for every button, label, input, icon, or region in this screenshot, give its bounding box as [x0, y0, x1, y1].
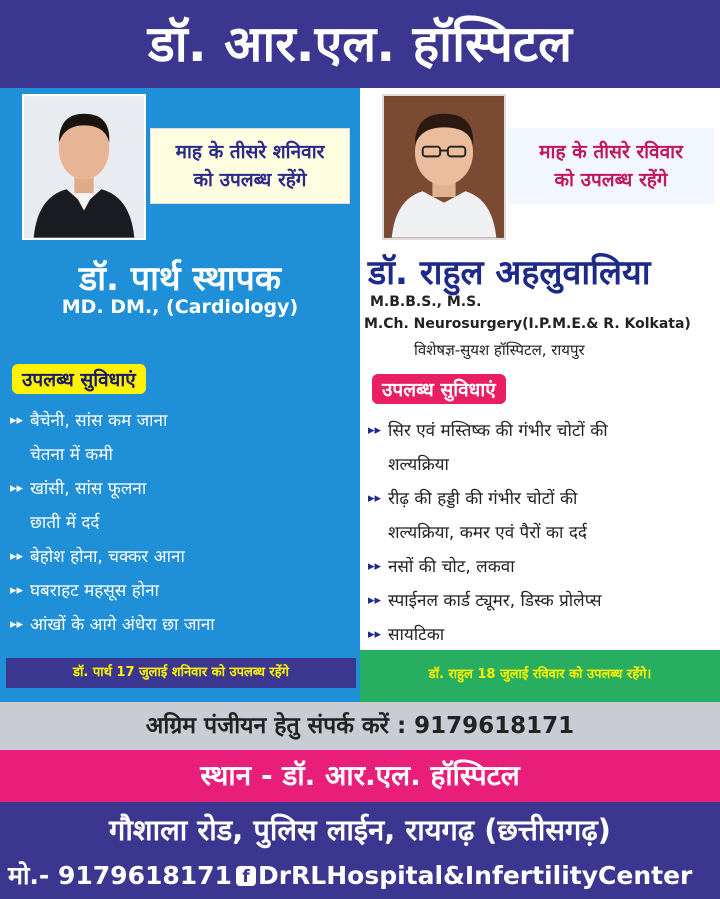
availability-line: को उपलब्ध रहेंगे: [193, 169, 307, 191]
right-availability-note: [508, 128, 714, 204]
doctor-rahul-degree-2: M.Ch. Neurosurgery(I.P.M.E.& R. Kolkata): [364, 316, 691, 332]
list-item: ▸▸ आंखों के आगे अंधेरा छा जाना: [10, 608, 355, 642]
right-facilities-label: उपलब्ध सुविधाएं: [372, 374, 506, 404]
list-item: ▸▸ सायटिका: [368, 618, 714, 652]
availability-line: को उपलब्ध रहेंगे: [554, 169, 668, 191]
right-date-text: डॉ. राहुल 18 जुलाई रविवार को उपलब्ध रहेंगे।: [428, 667, 652, 682]
double-chevron-icon: ▸▸: [368, 423, 382, 438]
doctor-rahul-photo: [382, 94, 506, 240]
doctor-parth-name: डॉ. पार्थ स्थापक: [79, 259, 281, 299]
double-chevron-icon: ▸▸: [10, 481, 24, 496]
left-facilities-list: [10, 404, 355, 642]
list-item: ▸▸ घबराहट महसूस होना: [10, 574, 355, 608]
left-date-banner: [0, 650, 360, 702]
double-chevron-icon: ▸▸: [10, 413, 24, 428]
person-silhouette-icon: [24, 96, 144, 238]
list-item: शल्यक्रिया, कमर एवं पैरों का दर्द: [388, 523, 587, 543]
right-date-banner: [360, 650, 720, 702]
list-item: ▸▸ खांसी, सांस फूलना: [10, 472, 355, 506]
registration-contact: अग्रिम पंजीयन हेतु संपर्क करें : 9179618171: [0, 702, 720, 750]
double-chevron-icon: ▸▸: [10, 549, 24, 564]
left-facilities-label: उपलब्ध सुविधाएं: [12, 364, 146, 394]
availability-line: माह के तीसरे रविवार: [539, 141, 683, 163]
list-item: चेतना में कमी: [30, 445, 113, 465]
list-item: ▸▸ बेहोश होना, चक्कर आना: [10, 540, 355, 574]
double-chevron-icon: ▸▸: [368, 593, 382, 608]
footer: [0, 802, 720, 899]
list-item: छाती में दर्द: [30, 513, 100, 533]
left-date-text: डॉ. पार्थ 17 जुलाई शनिवार को उपलब्ध रहेंगे: [6, 658, 356, 688]
list-item: ▸▸ नसों की चोट, लकवा: [368, 550, 714, 584]
hospital-title: डॉ. आर.एल. हॉस्पिटल: [0, 0, 720, 88]
phone-number: मो.- 9179618171: [8, 861, 232, 890]
availability-line: माह के तीसरे शनिवार: [175, 141, 325, 163]
person-silhouette-icon: [384, 96, 504, 238]
doctor-parth-photo: [22, 94, 146, 240]
doctor-rahul-degree: M.B.B.S., M.S.: [370, 294, 482, 310]
address: गौशाला रोड, पुलिस लाईन, रायगढ़ (छत्तीसगढ़): [109, 813, 611, 847]
list-item: ▸▸ सिर एवं मस्तिष्क की गंभीर चोटों की: [368, 414, 714, 448]
venue: स्थान - डॉ. आर.एल. हॉस्पिटल: [0, 750, 720, 802]
list-item: ▸▸ बैचेनी, सांस कम जाना: [10, 404, 355, 438]
list-item: शल्यक्रिया: [388, 455, 449, 475]
list-item: ▸▸ रीढ़ की हड्डी की गंभीर चोटों की: [368, 482, 714, 516]
doctor-rahul-name: डॉ. राहुल अहलुवालिया: [368, 253, 651, 293]
right-facilities-list: [368, 414, 714, 652]
phone-and-facebook: [8, 858, 692, 892]
double-chevron-icon: ▸▸: [368, 491, 382, 506]
left-availability-note: [150, 128, 350, 204]
facebook-handle: DrRLHospital&InfertilityCenter: [257, 861, 693, 890]
facebook-icon: f: [236, 866, 256, 886]
doctor-rahul-specialist: विशेषज्ञ-सुयश हॉस्पिटल, रायपुर: [414, 341, 585, 359]
double-chevron-icon: ▸▸: [10, 617, 24, 632]
double-chevron-icon: ▸▸: [368, 559, 382, 574]
doctor-parth-degree: MD. DM., (Cardiology): [61, 296, 299, 318]
double-chevron-icon: ▸▸: [10, 583, 24, 598]
double-chevron-icon: ▸▸: [368, 627, 382, 642]
list-item: ▸▸ स्पाईनल कार्ड ट्यूमर, डिस्क प्रोलेप्स: [368, 584, 714, 618]
